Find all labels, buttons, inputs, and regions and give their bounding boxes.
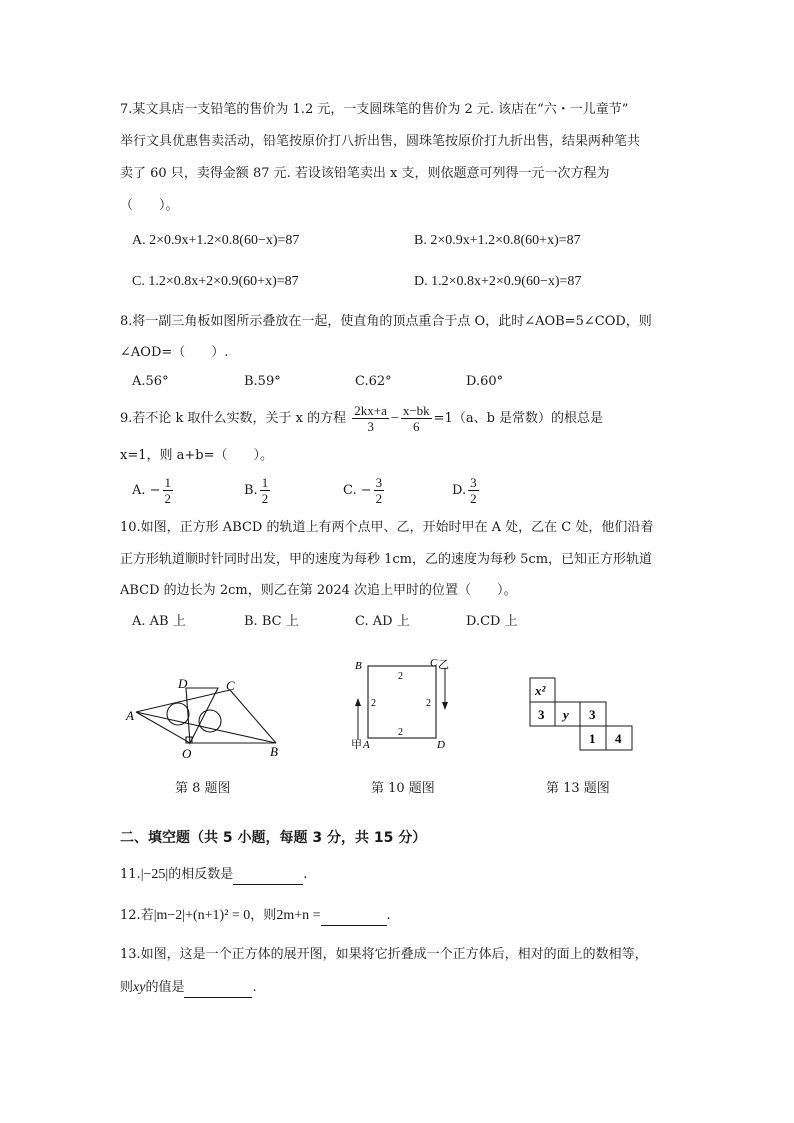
fig10-arrow-up-head [355, 698, 361, 706]
q9-option-d-den: 2 [470, 491, 477, 506]
q9-fraction-2 [401, 403, 432, 434]
q7-line1: 7.某文具店一支铅笔的售价为 1.2 元，一支圆珠笔的售价为 2 元. 该店在“六・一儿童节” [120, 102, 629, 117]
fig10-label-d: D [437, 739, 445, 751]
q9-prefix: 9.若不论 k 取什么实数，关于 x 的方程 [120, 411, 347, 426]
fig13-text-3b: 3 [589, 707, 596, 722]
fig8-line-ac [136, 690, 230, 712]
q9-minus: − [390, 411, 399, 426]
q9-frac2-numerator: x−bk [402, 403, 430, 418]
fig10-side-top: 2 [398, 671, 403, 682]
q12-answer-blank[interactable] [321, 911, 387, 926]
q7-option-a: A. 2×0.9x+1.2×0.8(60−x)=87 [132, 233, 300, 248]
caption-figure-13: 第 13 题图 [546, 781, 610, 796]
figure-10-square [335, 652, 465, 757]
q9-option-c-num: 3 [375, 475, 383, 490]
q10-line3: ABCD 的边长为 2cm，则乙在第 2024 次追上甲时的位置（ ）。 [120, 583, 517, 598]
q13-line2: 则xy的值是 . [120, 978, 257, 998]
q10-option-c: C. AD 上 [355, 614, 410, 629]
fig13-text-y: y [563, 707, 569, 722]
q7-line4: （ ）。 [120, 198, 179, 213]
fig10-label-c: C [430, 657, 438, 669]
q9-option-c [343, 473, 386, 509]
q9-frac1-denominator: 3 [367, 419, 374, 434]
q11-suffix: 的相反数是 [168, 867, 234, 882]
q7-option-d: D. 1.2×0.8x+2×0.9(60−x)=87 [414, 274, 582, 289]
figure-8-triangles [120, 668, 300, 763]
fig10-label-jia: 甲 [351, 739, 362, 751]
q9-suffix: =1（a、b 是常数）的根总是 [433, 411, 604, 426]
fig10-label-yi: 乙 [438, 659, 449, 671]
q10-option-b: B. BC 上 [244, 614, 299, 629]
fig13-text-4: 4 [615, 731, 622, 746]
q13-var-xy: xy [133, 980, 146, 995]
fig8-label-o: O [182, 746, 192, 761]
q9-option-b [244, 473, 272, 509]
fig10-side-right: 2 [426, 698, 431, 709]
q9-option-c-label: C. − [343, 483, 372, 498]
caption-figure-8: 第 8 题图 [175, 781, 231, 796]
q8-option-d: D.60° [466, 374, 504, 389]
fig10-label-a: A [363, 739, 370, 751]
fig13-text-3a: 3 [538, 707, 545, 722]
caption-figure-10: 第 10 题图 [371, 781, 435, 796]
q9-option-d [452, 473, 481, 509]
fig8-label-b: B [270, 744, 278, 759]
q11-line: 11.|−25|的相反数是 . [120, 865, 307, 885]
q12-line: 12.若|m−2|+(n+1)² = 0，则2m+n = . [120, 906, 391, 926]
q9-option-c-den: 2 [375, 491, 383, 506]
section-2-title: 二、填空题（共 5 小题，每题 3 分，共 15 分） [120, 830, 427, 846]
q7-option-c: C. 1.2×0.8x+2×0.9(60+x)=87 [132, 274, 299, 289]
q12-expression: |m−2|+(n+1)² = 0 [153, 908, 251, 923]
q7-option-b: B. 2×0.9x+1.2×0.8(60+x)=87 [414, 233, 581, 248]
q9-fraction-1 [352, 403, 389, 434]
q13-answer-blank[interactable] [184, 983, 252, 998]
q9-option-a [132, 473, 175, 509]
q7-line3: 卖了 60 只，卖得金额 87 元. 若设该铅笔卖出 x 支，则依题意可列得一元一次方程为 [120, 166, 610, 181]
q12-ask: 2m+n = [276, 908, 321, 923]
q9-option-a-label: A. − [132, 483, 161, 498]
fig8-label-d: D [178, 676, 188, 691]
fig10-label-b: B [355, 660, 362, 672]
q9-frac1-numerator: 2kx+a [354, 403, 387, 418]
q9-option-b-label: B. [244, 483, 258, 498]
q9-option-d-num: 3 [470, 475, 477, 490]
q7-line2: 举行文具优惠售卖活动，铅笔按原价打八折出售，圆珠笔按原价打九折出售，结果两种笔共 [120, 134, 641, 149]
q9-line2: x=1，则 a+b=（ ）。 [120, 448, 273, 463]
q9-frac2-denominator: 6 [412, 419, 420, 434]
q13-line2-prefix: 则 [120, 980, 134, 995]
q11-prefix: 11. [120, 867, 141, 882]
q8-line1: 8.将一副三角板如图所示叠放在一起，使直角的顶点重合于点 O，此时∠AOB=5∠COD，则 [120, 314, 652, 329]
q8-option-a: A.56° [132, 374, 169, 389]
q9-option-a-den: 2 [164, 491, 172, 506]
q10-option-d: D.CD 上 [466, 614, 518, 629]
q11-answer-blank[interactable] [233, 870, 303, 885]
q11-abs-expr: |−25| [140, 867, 169, 882]
fig8-label-c: C [226, 678, 235, 693]
q13-line1: 13.如图，这是一个正方体的展开图，如果将它折叠成一个正方体后，相对的面上的数相等， [120, 947, 648, 962]
q9-option-a-num: 1 [164, 475, 172, 490]
q9-option-b-den: 2 [261, 491, 269, 506]
fig13-text-1: 1 [589, 731, 596, 746]
q8-line2: ∠AOD=（ ）. [120, 345, 229, 360]
q13-line2-suffix: 的值是 [145, 980, 185, 995]
figure-13-cube-net [528, 676, 638, 756]
fig8-line-cb [230, 690, 276, 743]
fig10-side-bottom: 2 [398, 727, 403, 738]
q8-option-b: B.59° [244, 374, 281, 389]
fig13-text-x2: x² [535, 683, 546, 698]
q10-line2: 正方形轨道顺时针同时出发，甲的速度为每秒 1cm，乙的速度为每秒 5cm，已知正方形轨道 [120, 552, 653, 567]
q9-line1 [120, 398, 603, 440]
fig8-triangle-aob [136, 712, 276, 743]
fig8-label-a: A [126, 708, 134, 723]
q12-mid: ，则 [250, 908, 277, 923]
q9-option-b-num: 1 [261, 475, 269, 490]
q10-option-a: A. AB 上 [132, 614, 186, 629]
fig10-arrow-down-head [442, 702, 448, 710]
fig10-side-left: 2 [371, 698, 376, 709]
q12-prefix: 12.若 [120, 908, 154, 923]
q9-option-d-label: D. [452, 483, 467, 498]
q10-line1: 10.如图，正方形 ABCD 的轨道上有两个点甲、乙，开始时甲在 A 处，乙在 C 处，他们沿着 [120, 520, 654, 535]
q8-option-c: C.62° [355, 374, 392, 389]
